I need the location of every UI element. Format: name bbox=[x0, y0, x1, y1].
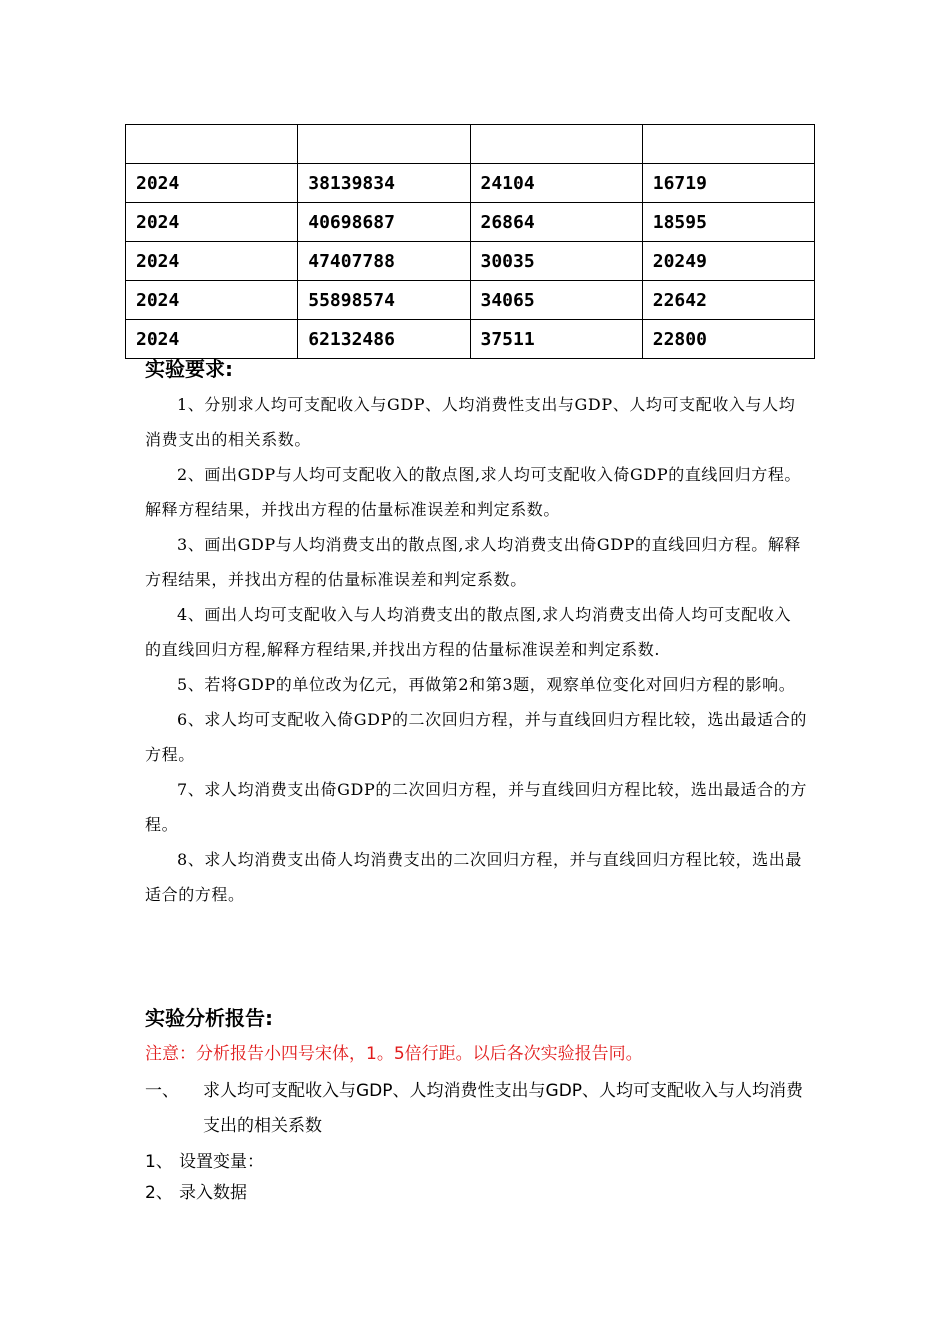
requirement-item: 3、画出GDP与人均消费支出的散点图,求人均消费支出倚GDP的直线回归方程。解释方程结果，并找出方程的估量标准误差和判定系数。 bbox=[145, 535, 802, 589]
requirement-item: 4、画出人均可支配收入与人均消费支出的散点图,求人均消费支出倚人均可支配收入的直线回归方程,解释方程结果,并找出方程的估量标准误差和判定系数. bbox=[145, 605, 792, 659]
format-note: 注意：分析报告小四号宋体，1。5倍行距。以后各次实验报告同。 bbox=[145, 1044, 643, 1064]
step-number: 2、 bbox=[145, 1183, 173, 1203]
table-cell: 22642 bbox=[642, 281, 814, 320]
table-cell: 37511 bbox=[470, 320, 642, 359]
section-one bbox=[145, 1074, 815, 1144]
table-cell: 18595 bbox=[642, 203, 814, 242]
table-row bbox=[126, 281, 815, 320]
table-cell: 2024 bbox=[126, 320, 298, 359]
table-cell: 2024 bbox=[126, 164, 298, 203]
table-cell: 26864 bbox=[470, 203, 642, 242]
table-cell: 22800 bbox=[642, 320, 814, 359]
table-row bbox=[126, 125, 815, 164]
section-number: 一、 bbox=[145, 1081, 179, 1101]
table-cell: 62132486 bbox=[298, 320, 470, 359]
step-item bbox=[145, 1150, 264, 1174]
step-text: 录入数据 bbox=[179, 1183, 247, 1203]
data-table bbox=[125, 124, 815, 359]
requirement-item: 8、求人均消费支出倚人均消费支出的二次回归方程，并与直线回归方程比较，选出最适合的方程。 bbox=[145, 850, 802, 904]
table-cell bbox=[470, 125, 642, 164]
table-cell: 2024 bbox=[126, 203, 298, 242]
step-number: 1、 bbox=[145, 1152, 173, 1172]
table-cell: 55898574 bbox=[298, 281, 470, 320]
requirements-list bbox=[145, 387, 807, 912]
table-cell: 47407788 bbox=[298, 242, 470, 281]
table-cell bbox=[642, 125, 814, 164]
requirements-heading: 实验要求: bbox=[145, 357, 233, 381]
table-row bbox=[126, 320, 815, 359]
requirement-item: 6、求人均可支配收入倚GDP的二次回归方程，并与直线回归方程比较，选出最适合的方程。 bbox=[145, 710, 807, 764]
table-cell bbox=[126, 125, 298, 164]
requirement-item: 1、分别求人均可支配收入与GDP、人均消费性支出与GDP、人均可支配收入与人均消费支出的相关系数。 bbox=[145, 395, 796, 449]
table-cell: 38139834 bbox=[298, 164, 470, 203]
report-heading: 实验分析报告: bbox=[145, 1006, 273, 1030]
table-cell: 2024 bbox=[126, 281, 298, 320]
table-cell: 34065 bbox=[470, 281, 642, 320]
table-row bbox=[126, 242, 815, 281]
table-cell: 16719 bbox=[642, 164, 814, 203]
table-cell: 2024 bbox=[126, 242, 298, 281]
table-row bbox=[126, 164, 815, 203]
table-cell bbox=[298, 125, 470, 164]
table-row bbox=[126, 203, 815, 242]
step-item bbox=[145, 1181, 247, 1205]
step-text: 设置变量： bbox=[179, 1152, 264, 1172]
section-title: 求人均可支配收入与GDP、人均消费性支出与GDP、人均可支配收入与人均消费支出的相关系数 bbox=[203, 1081, 804, 1136]
table-cell: 24104 bbox=[470, 164, 642, 203]
table-cell: 30035 bbox=[470, 242, 642, 281]
requirement-item: 5、若将GDP的单位改为亿元，再做第2和第3题，观察单位变化对回归方程的影响。 bbox=[177, 675, 796, 694]
table-cell: 40698687 bbox=[298, 203, 470, 242]
requirement-item: 2、画出GDP与人均可支配收入的散点图,求人均可支配收入倚GDP的直线回归方程。解释方程结果，并找出方程的估量标准误差和判定系数。 bbox=[145, 465, 802, 519]
requirement-item: 7、求人均消费支出倚GDP的二次回归方程，并与直线回归方程比较，选出最适合的方程。 bbox=[145, 780, 807, 834]
table-cell: 20249 bbox=[642, 242, 814, 281]
